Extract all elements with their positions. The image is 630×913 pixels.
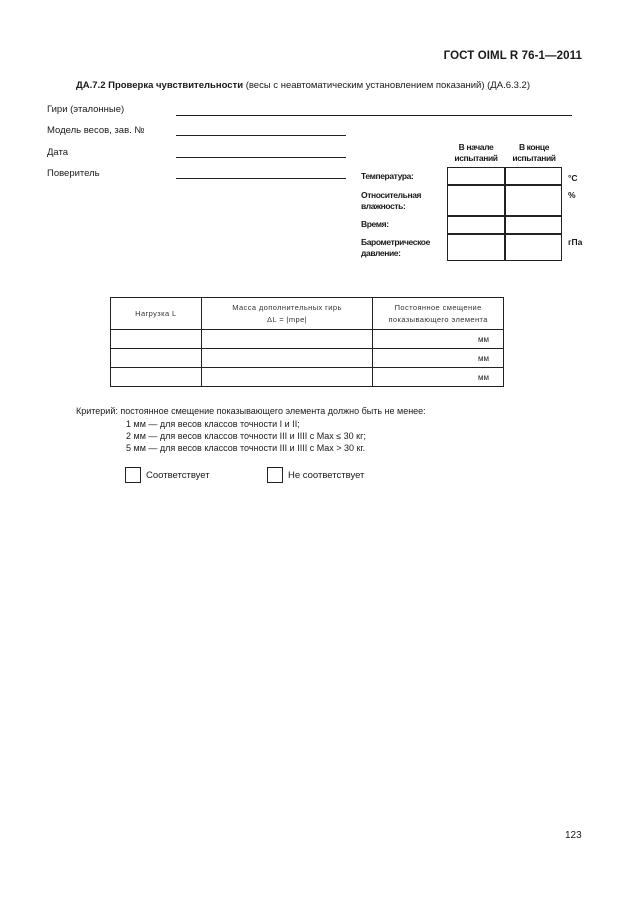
- cell-mass[interactable]: [201, 368, 373, 387]
- header-load: Нагрузка L: [111, 298, 202, 330]
- model-label: Модель весов, зав. №: [47, 125, 145, 136]
- table-header-row: [111, 298, 504, 330]
- table-row: [111, 368, 504, 387]
- humidity-end-box[interactable]: [505, 185, 562, 216]
- criterion-line-2: 2 мм — для весов классов точности III и IIII с Max ≤ 30 кг;: [126, 431, 366, 441]
- humidity-label: Относительная влажность:: [361, 190, 422, 211]
- cell-load[interactable]: [111, 330, 202, 349]
- table-row: [111, 330, 504, 349]
- section-number: ДА.7.2: [76, 80, 106, 91]
- cell-mass[interactable]: [201, 349, 373, 368]
- sensitivity-table: [110, 297, 504, 387]
- pressure-start-box[interactable]: [447, 234, 505, 261]
- table-row: [111, 349, 504, 368]
- date-input-line[interactable]: [176, 157, 346, 158]
- cell-shift[interactable]: мм: [373, 349, 504, 368]
- temperature-unit: °C: [568, 173, 578, 183]
- temperature-end-box[interactable]: [505, 167, 562, 185]
- pressure-label: Барометрическое давление:: [361, 237, 430, 258]
- criterion-intro: Критерий: постоянное смещение показывающего элемента должно быть не менее:: [76, 406, 426, 416]
- section-title-rest: (весы с неавтоматическим установлением показаний) (ДА.6.3.2): [245, 80, 531, 91]
- humidity-start-box[interactable]: [447, 185, 505, 216]
- document-header: ГОСТ OIML R 76-1—2011: [443, 50, 582, 62]
- weights-input-line[interactable]: [176, 115, 572, 116]
- time-end-box[interactable]: [505, 216, 562, 234]
- cell-shift[interactable]: мм: [373, 330, 504, 349]
- verifier-input-line[interactable]: [176, 178, 346, 179]
- date-label: Дата: [47, 147, 69, 158]
- pass-checkbox[interactable]: [125, 467, 141, 483]
- header-mass: Масса дополнительных гирь ΔL = |mpe|: [201, 298, 373, 330]
- pressure-unit: гПа: [568, 237, 583, 247]
- fail-checkbox[interactable]: [267, 467, 283, 483]
- cell-shift[interactable]: мм: [373, 368, 504, 387]
- criterion-line-1: 1 мм — для весов классов точности I и II;: [126, 419, 300, 429]
- weights-label: Гири (эталонные): [47, 104, 125, 115]
- pressure-end-box[interactable]: [505, 234, 562, 261]
- cell-mass[interactable]: [201, 330, 373, 349]
- cell-load[interactable]: [111, 349, 202, 368]
- cell-load[interactable]: [111, 368, 202, 387]
- pass-label: Соответствует: [146, 470, 210, 481]
- model-input-line[interactable]: [176, 135, 346, 136]
- page-number: 123: [565, 830, 582, 841]
- fail-label: Не соответствует: [288, 470, 365, 481]
- criterion-line-3: 5 мм — для весов классов точности III и IIII с Max > 30 кг.: [126, 443, 366, 453]
- section-title: [76, 80, 530, 91]
- temperature-start-box[interactable]: [447, 167, 505, 185]
- col-end-header: В конце испытаний: [512, 142, 556, 163]
- time-start-box[interactable]: [447, 216, 505, 234]
- time-label: Время:: [361, 219, 389, 229]
- header-shift: Постоянное смещение показывающего элемента: [373, 298, 504, 330]
- verifier-label: Поверитель: [47, 168, 100, 179]
- col-start-header: В начале испытаний: [454, 142, 498, 163]
- section-title-bold: Проверка чувствительности: [108, 80, 244, 91]
- temperature-label: Температура:: [361, 171, 414, 181]
- humidity-unit: %: [568, 190, 576, 200]
